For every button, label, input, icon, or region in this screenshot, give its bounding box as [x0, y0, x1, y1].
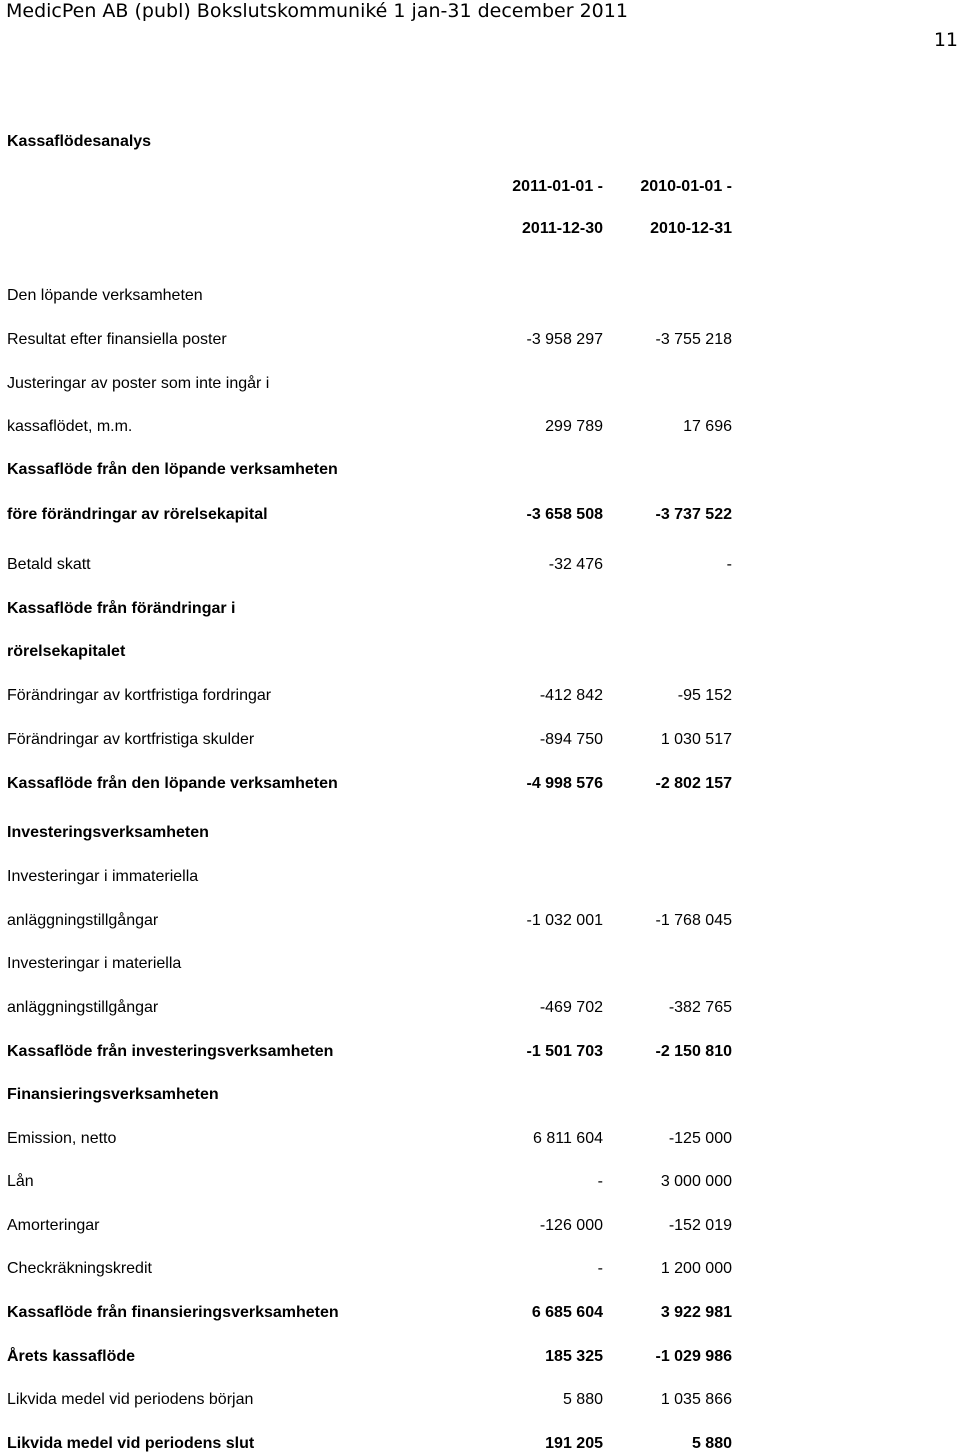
current-period-value: -126 000 [539, 1217, 603, 1234]
row-label: rörelsekapitalet [7, 643, 126, 660]
row-label: Lån [7, 1173, 34, 1190]
current-period-end: 2011-12-30 [522, 220, 603, 237]
row-label: Investeringar i materiella [7, 955, 182, 972]
current-period-value: 185 325 [545, 1348, 603, 1365]
prior-period-value: 1 200 000 [660, 1260, 732, 1277]
row-label: Amorteringar [7, 1217, 100, 1234]
table-row [0, 1129, 960, 1149]
prior-period-value: 3 000 000 [660, 1173, 732, 1190]
row-label: Förändringar av kortfristiga skulder [7, 731, 255, 748]
current-period-value: -3 658 508 [526, 506, 603, 523]
current-period-value: -1 501 703 [526, 1043, 603, 1060]
row-label: Justeringar av poster som inte ingår i [7, 375, 270, 392]
current-period-value: 5 880 [562, 1391, 603, 1408]
prior-period-value: 1 035 866 [660, 1391, 732, 1408]
current-period-value: - [597, 1260, 603, 1277]
prior-period-end: 2010-12-31 [650, 220, 732, 237]
table-row [0, 954, 960, 974]
prior-period-value: -1 029 986 [655, 1348, 732, 1365]
table-row [0, 1347, 960, 1367]
row-label: anläggningstillgångar [7, 999, 159, 1016]
table-row [0, 823, 960, 843]
row-label: Emission, netto [7, 1130, 117, 1147]
table-row [0, 686, 960, 706]
current-period-value: -1 032 001 [526, 912, 603, 929]
prior-period-value: -125 000 [668, 1130, 732, 1147]
prior-period-value: 3 922 981 [660, 1304, 732, 1321]
current-period-value: -412 842 [539, 687, 603, 704]
table-row [0, 1259, 960, 1279]
table-row [0, 1085, 960, 1105]
current-period-value: 191 205 [545, 1435, 603, 1452]
table-row [0, 1042, 960, 1062]
row-label: före förändringar av rörelsekapital [7, 506, 268, 523]
row-label: Finansieringsverksamheten [7, 1086, 219, 1103]
current-period-value: 6 685 604 [531, 1304, 603, 1321]
table-row [0, 286, 960, 306]
prior-period-value: -1 768 045 [655, 912, 732, 929]
row-label: Kassaflöde från investeringsverksamheten [7, 1043, 334, 1060]
row-label: anläggningstillgångar [7, 912, 159, 929]
table-row [0, 374, 960, 394]
row-label: Förändringar av kortfristiga fordringar [7, 687, 272, 704]
row-label: Den löpande verksamheten [7, 287, 203, 304]
prior-period-value: 17 696 [683, 418, 732, 435]
prior-period-value: -95 152 [677, 687, 732, 704]
row-label: Likvida medel vid periodens början [7, 1391, 254, 1408]
table-row [0, 1172, 960, 1192]
row-label: Årets kassaflöde [7, 1348, 136, 1365]
table-row [0, 1434, 960, 1454]
section-title: Kassaflödesanalys [7, 133, 152, 150]
prior-period-value: -2 802 157 [655, 775, 732, 792]
table-row [0, 555, 960, 575]
table-row [0, 1390, 960, 1410]
document-header-title: MedicPen AB (publ) Bokslutskommuniké 1 jan-31 december 2011 [6, 0, 628, 22]
row-label: Betald skatt [7, 556, 91, 573]
prior-period-value: 1 030 517 [660, 731, 732, 748]
row-label: Likvida medel vid periodens slut [7, 1435, 255, 1452]
prior-period-value: -382 765 [668, 999, 732, 1016]
table-row [0, 642, 960, 662]
period-header-start-row [0, 177, 960, 197]
row-label: Kassaflöde från den löpande verksamheten [7, 461, 338, 478]
table-row [0, 867, 960, 887]
table-row [0, 330, 960, 350]
prior-period-value: 5 880 [691, 1435, 732, 1452]
prior-period-value: - [726, 556, 732, 573]
row-label: Resultat efter finansiella poster [7, 331, 227, 348]
page-number: 11 [933, 29, 958, 51]
current-period-value: -894 750 [539, 731, 603, 748]
current-period-value: -469 702 [539, 999, 603, 1016]
current-period-value: - [597, 1173, 603, 1190]
row-label: Kassaflöde från den löpande verksamheten [7, 775, 338, 792]
current-period-value: 6 811 604 [533, 1130, 603, 1147]
table-row [0, 505, 960, 525]
current-period-start: 2011-01-01 - [512, 178, 603, 195]
current-period-value: -3 958 297 [526, 331, 603, 348]
row-label: Kassaflöde från förändringar i [7, 600, 236, 617]
table-row [0, 730, 960, 750]
table-row [0, 998, 960, 1018]
row-label: Investeringar i immateriella [7, 868, 199, 885]
current-period-value: -32 476 [548, 556, 603, 573]
table-row [0, 774, 960, 794]
table-row [0, 1216, 960, 1236]
row-label: kassaflödet, m.m. [7, 418, 133, 435]
row-label: Investeringsverksamheten [7, 824, 209, 841]
current-period-value: -4 998 576 [526, 775, 603, 792]
table-row [0, 599, 960, 619]
prior-period-value: -2 150 810 [655, 1043, 732, 1060]
period-header-end-row [0, 219, 960, 239]
table-row [0, 911, 960, 931]
current-period-value: 299 789 [545, 418, 603, 435]
prior-period-value: -152 019 [668, 1217, 732, 1234]
table-row [0, 417, 960, 437]
prior-period-start: 2010-01-01 - [640, 178, 732, 195]
prior-period-value: -3 755 218 [655, 331, 732, 348]
table-row [0, 1303, 960, 1323]
prior-period-value: -3 737 522 [655, 506, 732, 523]
table-row [0, 460, 960, 480]
row-label: Checkräkningskredit [7, 1260, 152, 1277]
row-label: Kassaflöde från finansieringsverksamheten [7, 1304, 339, 1321]
